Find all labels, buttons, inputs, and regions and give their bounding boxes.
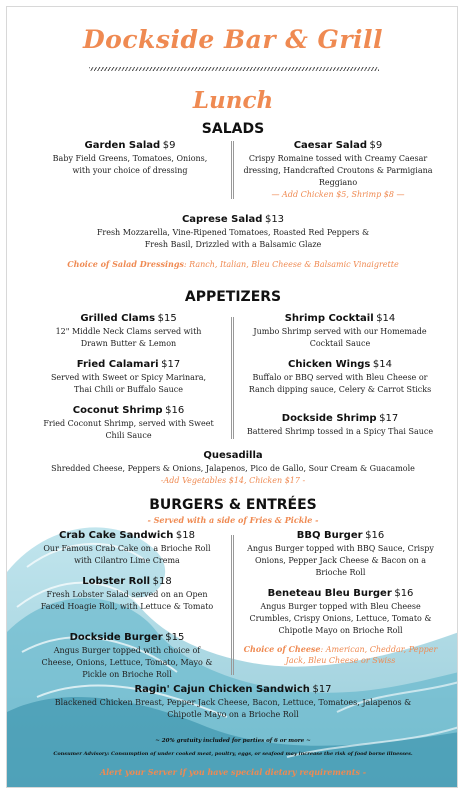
item-addon: — Add Chicken $5, Shrimp $8 — <box>271 190 405 199</box>
menu-page <box>6 6 458 788</box>
chicken-wings <box>245 358 435 396</box>
item-desc: Shredded Cheese, Peppers & Onions, Jalapenos, Pico de Gallo, Sour Cream & Guacamole <box>51 464 415 473</box>
item-name: Dockside Burger <box>69 632 163 643</box>
salads-heading: SALADS <box>201 121 265 137</box>
dockside-burger <box>37 631 217 681</box>
item-name: Beneteau Bleu Burger <box>267 588 392 599</box>
item-desc: Buffalo or BBQ served with Bleu Cheese or Ranch dipping sauce, Celery & Carrot Sticks <box>248 373 432 394</box>
item-name: Ragin' Cajun Chicken Sandwich <box>134 684 310 695</box>
garden-salad <box>45 139 215 177</box>
item-desc: Fresh Mozzarella, Vine-Ripened Tomatoes, Roasted Red Peppers & Fresh Basil, Drizzled with a Balsamic Glaze <box>96 228 370 249</box>
menu-title: Lunch <box>192 87 274 114</box>
item-desc: Blackened Chicken Breast, Pepper Jack Cheese, Bacon, Lettuce, Tomatoes, Jalapenos & Chipotle Mayo on a Brioche Roll <box>54 698 412 719</box>
caprese-salad <box>93 213 373 251</box>
item-name: Fried Calamari <box>76 359 159 370</box>
title-rule <box>89 67 379 71</box>
bbq-burger <box>243 529 438 579</box>
dressing-label: Choice of Salad Dressings <box>67 259 184 269</box>
column-divider <box>231 317 234 439</box>
item-price: $16 <box>365 530 385 541</box>
item-name: Coconut Shrimp <box>72 405 163 416</box>
caesar-salad <box>243 139 433 201</box>
item-name: Garden Salad <box>84 140 161 151</box>
quesadilla <box>13 449 453 487</box>
burgers-heading: BURGERS & ENTRÉES <box>149 497 317 513</box>
item-desc: Fresh Lobster Salad served on an Open Faced Hoagie Roll, with Lettuce & Tomato <box>40 590 214 611</box>
dressing-choice <box>7 259 458 269</box>
item-desc: Served with Sweet or Spicy Marinara, Thai Chili or Buffalo Sauce <box>50 373 207 394</box>
item-name: Caprese Salad <box>181 214 263 225</box>
item-name: Quesadilla <box>203 450 263 461</box>
column-divider <box>231 141 234 199</box>
item-name: Grilled Clams <box>80 313 156 324</box>
gratuity-note: ~ 20% gratuity included for parties of 6 or more ~ <box>155 738 311 744</box>
item-price: $16 <box>394 588 414 599</box>
fried-calamari <box>41 358 216 396</box>
appetizers-heading: APPETIZERS <box>184 289 282 305</box>
item-price: $15 <box>157 313 177 324</box>
item-name: Lobster Roll <box>82 576 151 587</box>
item-desc: Fried Coconut Shrimp, served with Sweet Chili Sauce <box>43 419 214 440</box>
item-price: $16 <box>165 405 185 416</box>
dietary-alert: Alert your Server if you have special dietary requirements - <box>99 767 367 777</box>
consumer-advisory: Consumer Advisory: Consumption of under cooked meat, poultry, eggs, or seafood may increase the risk of food borne illnesses. <box>53 751 413 757</box>
beneteau-bleu-burger <box>243 587 438 637</box>
item-name: Crab Cake Sandwich <box>59 530 174 541</box>
coconut-shrimp <box>41 404 216 442</box>
item-price: $17 <box>379 413 399 424</box>
restaurant-name: Dockside Bar & Grill <box>82 25 384 54</box>
shrimp-cocktail <box>245 312 435 350</box>
grilled-clams <box>41 312 216 350</box>
cajun-chicken-sandwich <box>37 683 429 721</box>
cheese-list: : American, Cheddar, Pepper Jack, Bleu Cheese or Swiss <box>285 645 438 665</box>
column-divider <box>231 535 234 675</box>
item-price: $9 <box>369 140 383 151</box>
crab-cake-sandwich <box>37 529 217 567</box>
item-desc: Battered Shrimp tossed in a Spicy Thai Sauce <box>246 427 434 436</box>
item-price: $17 <box>161 359 181 370</box>
item-desc: Our Famous Crab Cake on a Brioche Roll with Cilantro Lime Crema <box>43 544 211 565</box>
item-desc: Baby Field Greens, Tomatoes, Onions, with your choice of dressing <box>52 154 208 175</box>
item-price: $18 <box>175 530 195 541</box>
item-desc: 12" Middle Neck Clams served with Drawn Butter & Lemon <box>55 327 202 348</box>
item-price: $18 <box>152 576 172 587</box>
item-name: Chicken Wings <box>288 359 371 370</box>
item-desc: Angus Burger topped with choice of Cheese, Onions, Lettuce, Tomato, Mayo & Pickle on Brioche Roll <box>41 646 213 679</box>
item-desc: Angus Burger topped with Bleu Cheese Crumbles, Crispy Onions, Lettuce, Tomato & Chipotle Mayo on Brioche Roll <box>249 602 432 635</box>
item-name: BBQ Burger <box>296 530 363 541</box>
item-desc: Jumbo Shrimp served with our Homemade Cocktail Sauce <box>253 327 427 348</box>
lobster-roll <box>37 575 217 613</box>
item-price: $17 <box>312 684 332 695</box>
item-desc: Angus Burger topped with BBQ Sauce, Crispy Onions, Pepper Jack Cheese & Bacon on a Brioche Roll <box>247 544 434 577</box>
item-name: Caesar Salad <box>293 140 367 151</box>
burgers-subtitle: - Served with a side of Fries & Pickle - <box>147 515 319 525</box>
item-addon: -Add Vegetables $14, Chicken $17 - <box>160 476 306 485</box>
item-price: $14 <box>376 313 396 324</box>
item-desc: Crispy Romaine tossed with Creamy Caesar dressing, Handcrafted Croutons & Parmigiana Reggiano <box>243 154 433 187</box>
item-price: $15 <box>165 632 185 643</box>
dockside-shrimp <box>245 412 435 438</box>
item-price: $14 <box>372 359 392 370</box>
item-price: $9 <box>162 140 176 151</box>
cheese-label: Choice of Cheese <box>243 644 321 654</box>
cheese-choice <box>243 644 438 666</box>
item-name: Shrimp Cocktail <box>284 313 374 324</box>
item-price: $13 <box>264 214 285 225</box>
item-name: Dockside Shrimp <box>281 413 377 424</box>
dressing-list: : Ranch, Italian, Bleu Cheese & Balsamic Vinaigrette <box>183 260 399 269</box>
